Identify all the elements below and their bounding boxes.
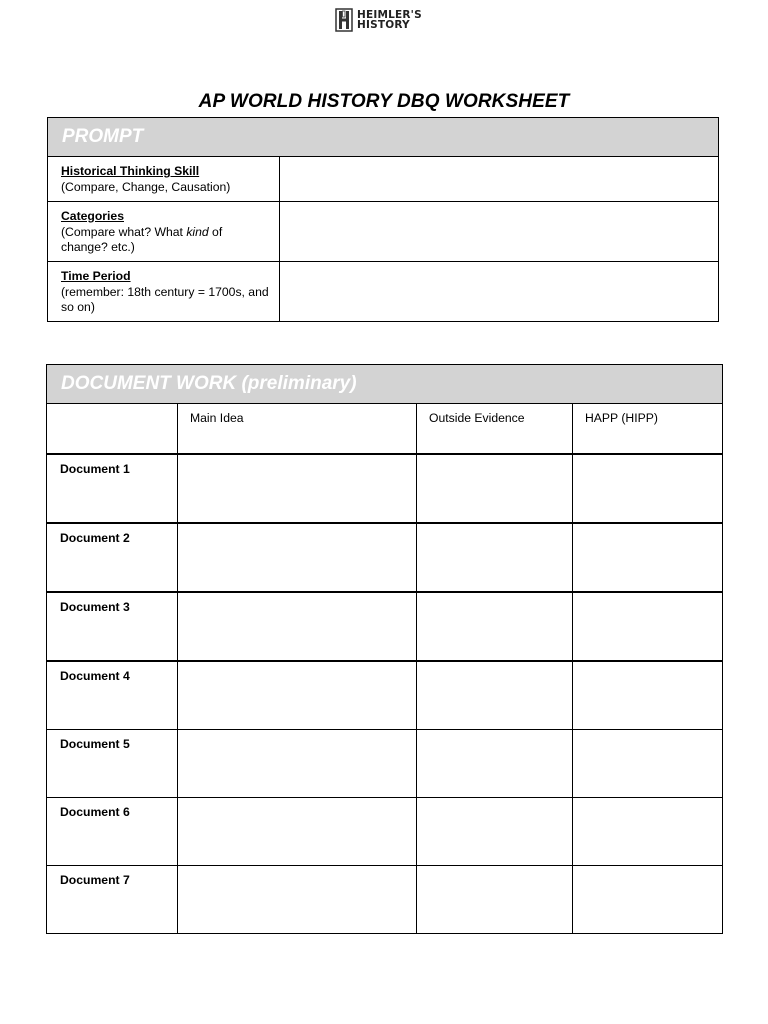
time-period-hint: (remember: 18th century = 1700s, and so on) — [61, 284, 269, 314]
categories-hint-em: kind — [186, 224, 209, 239]
time-period-answer-field[interactable] — [280, 262, 719, 322]
main-idea-field[interactable] — [178, 592, 417, 661]
prompt-row-skill — [48, 157, 719, 202]
prompt-label-cell — [48, 262, 280, 322]
document-row — [47, 454, 723, 523]
logo — [335, 6, 422, 34]
categories-hint-post: of change? etc.) — [61, 224, 223, 254]
logo-line-2: HISTORY — [357, 19, 410, 31]
skill-hint: (Compare, Change, Causation) — [61, 179, 231, 194]
prompt-label-cell — [48, 157, 280, 202]
logo-text — [357, 10, 422, 30]
happ-field[interactable] — [573, 454, 723, 523]
page-title: AP WORLD HISTORY DBQ WORKSHEET — [198, 91, 570, 112]
happ-field[interactable] — [573, 661, 723, 730]
document-row — [47, 798, 723, 866]
document-row — [47, 661, 723, 730]
main-idea-field[interactable] — [178, 866, 417, 934]
document-label: Document 7 — [47, 866, 178, 934]
prompt-header: PROMPT — [48, 118, 719, 157]
prompt-label-cell — [48, 202, 280, 262]
happ-field[interactable] — [573, 798, 723, 866]
outside-evidence-field[interactable] — [417, 661, 573, 730]
outside-evidence-field[interactable] — [417, 592, 573, 661]
document-label: Document 1 — [47, 454, 178, 523]
main-idea-field[interactable] — [178, 523, 417, 592]
heimlers-history-logo-icon — [335, 8, 353, 32]
logo-line-1: HEIMLER'S — [357, 9, 422, 21]
outside-evidence-field[interactable] — [417, 798, 573, 866]
happ-field[interactable] — [573, 730, 723, 798]
categories-label: Categories — [61, 209, 124, 223]
document-label: Document 2 — [47, 523, 178, 592]
document-label: Document 4 — [47, 661, 178, 730]
categories-answer-field[interactable] — [280, 202, 719, 262]
happ-field[interactable] — [573, 592, 723, 661]
main-idea-field[interactable] — [178, 798, 417, 866]
document-label: Document 5 — [47, 730, 178, 798]
document-work-table — [46, 364, 723, 934]
main-idea-field[interactable] — [178, 661, 417, 730]
outside-evidence-field[interactable] — [417, 454, 573, 523]
document-label: Document 3 — [47, 592, 178, 661]
column-header-outside-evidence: Outside Evidence — [417, 404, 573, 455]
column-header-happ: HAPP (HIPP) — [573, 404, 723, 455]
happ-field[interactable] — [573, 523, 723, 592]
skill-label: Historical Thinking Skill — [61, 164, 200, 178]
document-row — [47, 523, 723, 592]
document-label: Document 6 — [47, 798, 178, 866]
document-work-header: DOCUMENT WORK (preliminary) — [47, 365, 723, 404]
categories-hint — [61, 225, 271, 256]
happ-field[interactable] — [573, 866, 723, 934]
categories-hint-pre: (Compare what? What — [61, 224, 187, 239]
outside-evidence-field[interactable] — [417, 730, 573, 798]
document-row — [47, 730, 723, 798]
prompt-row-time-period — [48, 262, 719, 322]
main-idea-field[interactable] — [178, 730, 417, 798]
time-period-label: Time Period — [61, 269, 131, 283]
main-idea-field[interactable] — [178, 454, 417, 523]
skill-answer-field[interactable] — [280, 157, 719, 202]
outside-evidence-field[interactable] — [417, 523, 573, 592]
column-header-blank — [47, 404, 178, 455]
prompt-table — [47, 117, 719, 322]
column-header-row — [47, 404, 723, 455]
prompt-row-categories — [48, 202, 719, 262]
outside-evidence-field[interactable] — [417, 866, 573, 934]
column-header-main-idea: Main Idea — [178, 404, 417, 455]
document-row — [47, 592, 723, 661]
document-row — [47, 866, 723, 934]
